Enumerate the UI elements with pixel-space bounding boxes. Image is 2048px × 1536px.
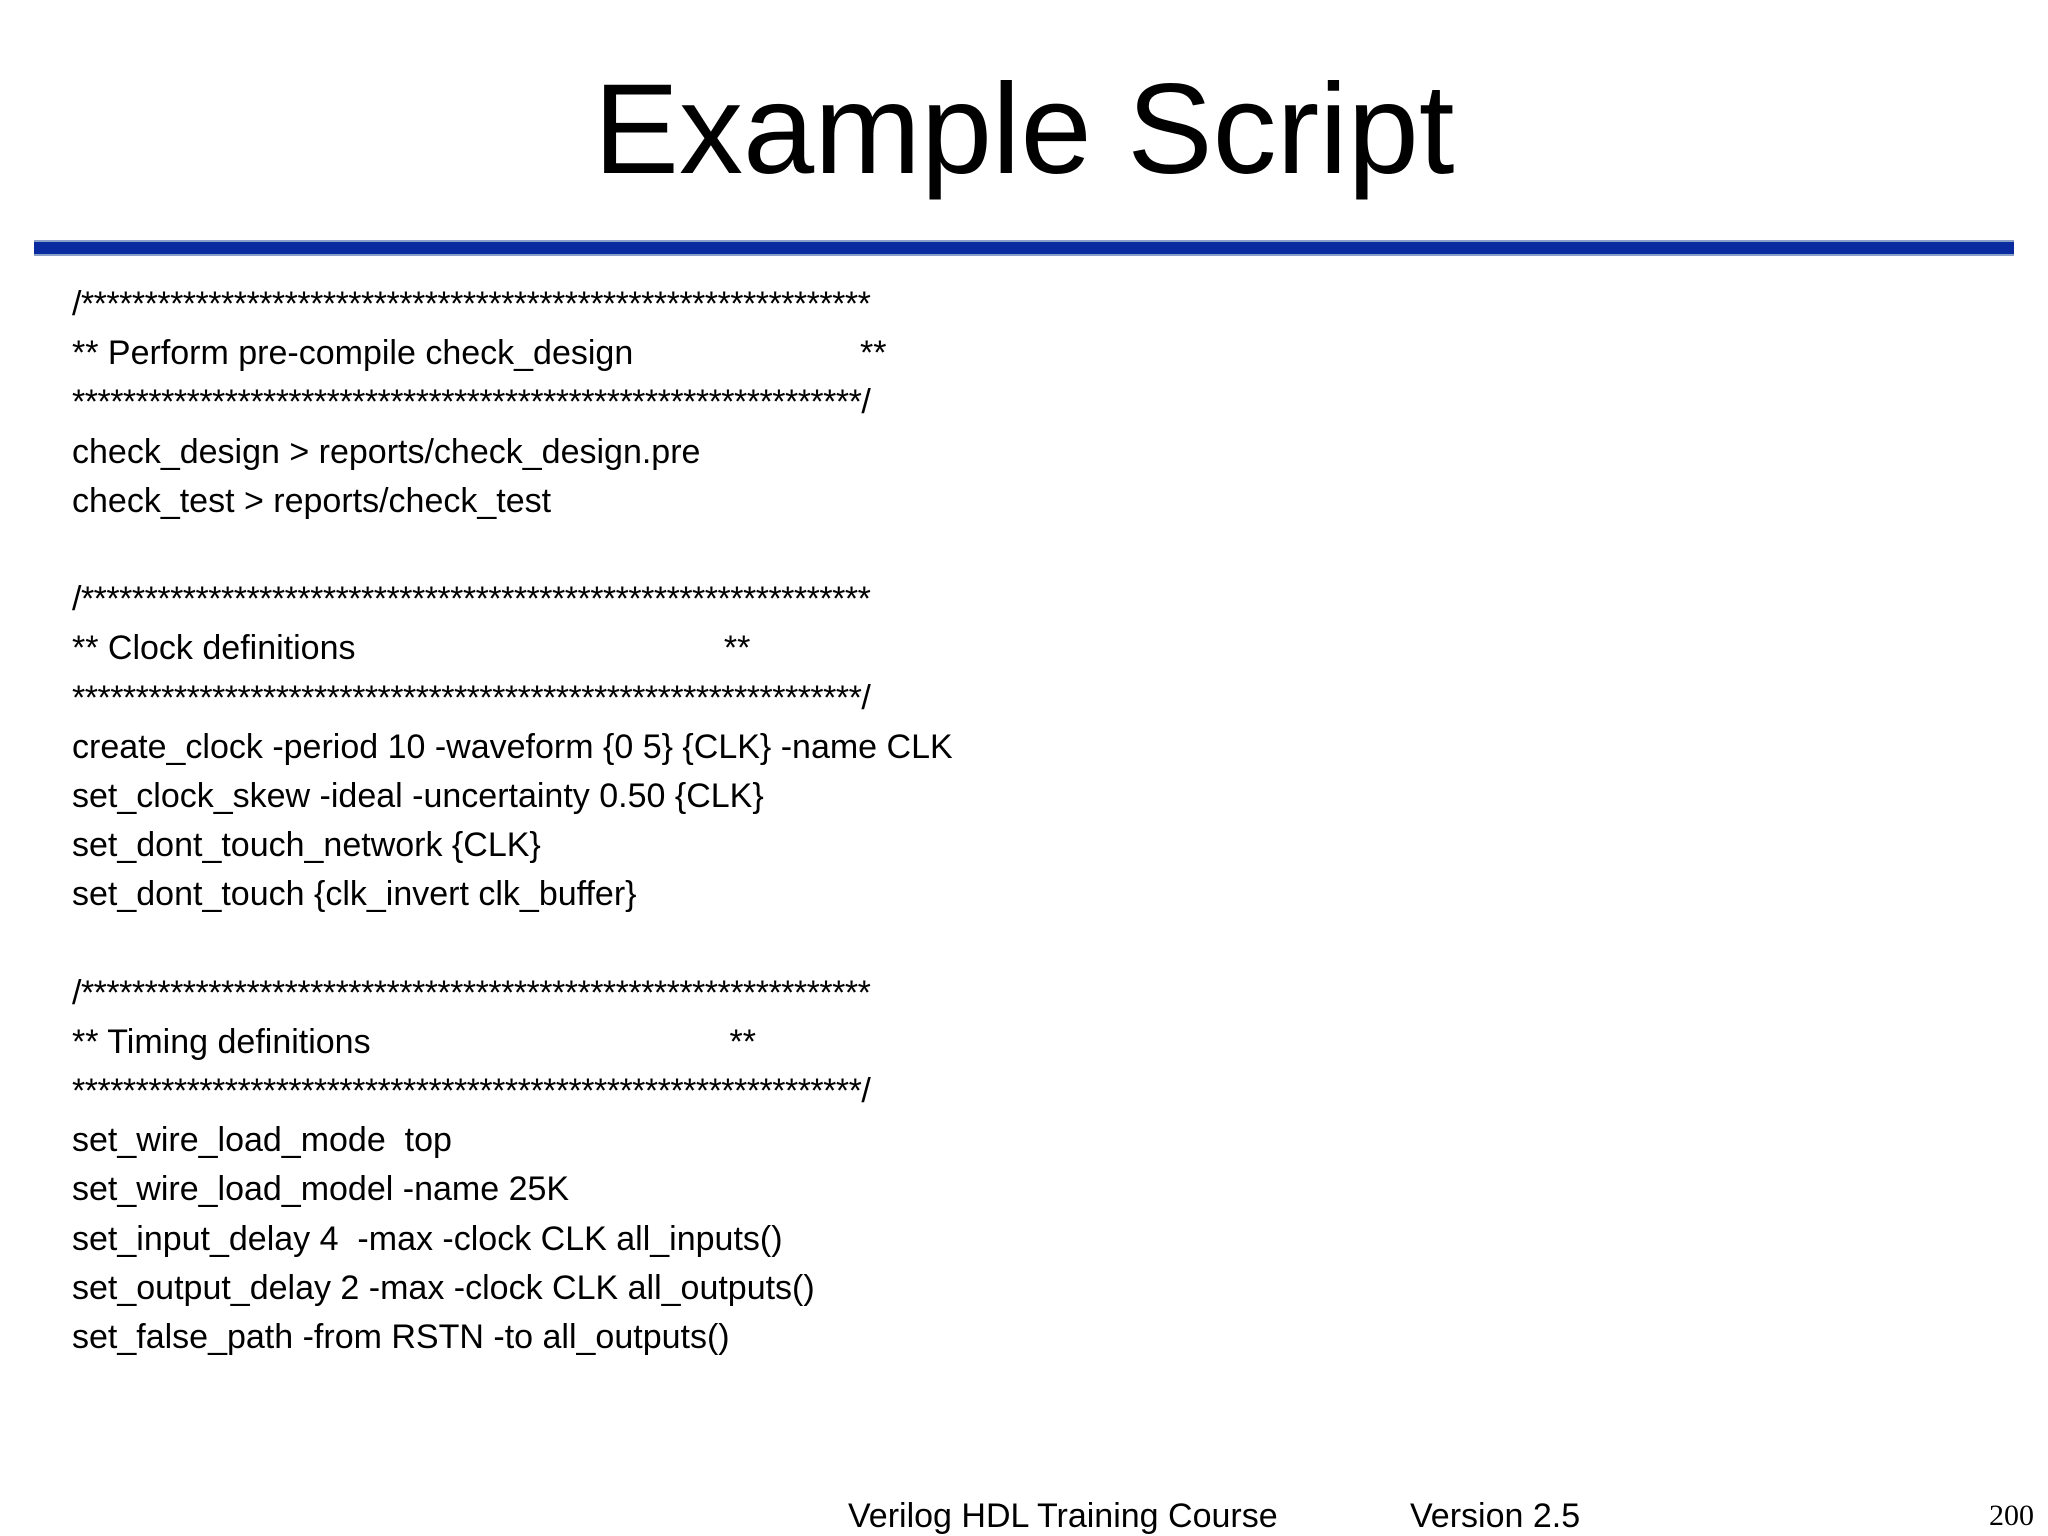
script-line: set_wire_load_model -name 25K: [72, 1170, 570, 1209]
script-line: set_input_delay 4 -max -clock CLK all_inputs(): [72, 1219, 783, 1258]
script-line: set_output_delay 2 -max -clock CLK all_outputs(): [72, 1268, 815, 1307]
script-line: check_test > reports/check_test: [72, 481, 552, 520]
script-line: set_dont_touch {clk_invert clk_buffer}: [72, 875, 637, 914]
script-line: [72, 919, 1172, 968]
script-line: **************************************************************/: [72, 678, 871, 717]
page-number: 200: [1989, 1499, 2034, 1532]
script-line: **************************************************************/: [72, 1072, 871, 1110]
script-line: [72, 526, 1172, 575]
script-line: /**************************************************************: [72, 973, 871, 1012]
script-line: set_dont_touch_network {CLK}: [72, 826, 541, 865]
script-line: ** Perform pre-compile check_design **: [72, 334, 887, 373]
script-line: ** Clock definitions **: [72, 629, 751, 668]
script-line: ** Timing definitions **: [72, 1022, 757, 1061]
script-line: /**************************************************************: [72, 285, 871, 323]
footer-version: Version 2.5: [1410, 1497, 1581, 1535]
script-listing: [72, 280, 1172, 1362]
script-line: **************************************************************/: [72, 383, 871, 422]
footer-course-name: Verilog HDL Training Course: [848, 1497, 1278, 1535]
slide-title: Example Script: [593, 58, 1455, 201]
script-line: /**************************************************************: [72, 580, 871, 619]
script-line: check_design > reports/check_design.pre: [72, 432, 701, 471]
script-line: create_clock -period 10 -waveform {0 5} {CLK} -name CLK: [72, 727, 953, 766]
title-divider: [34, 240, 2014, 256]
script-line: set_false_path -from RSTN -to all_outputs(): [72, 1317, 730, 1356]
script-line: set_clock_skew -ideal -uncertainty 0.50 {CLK}: [72, 776, 764, 815]
script-line: set_wire_load_mode top: [72, 1121, 452, 1160]
